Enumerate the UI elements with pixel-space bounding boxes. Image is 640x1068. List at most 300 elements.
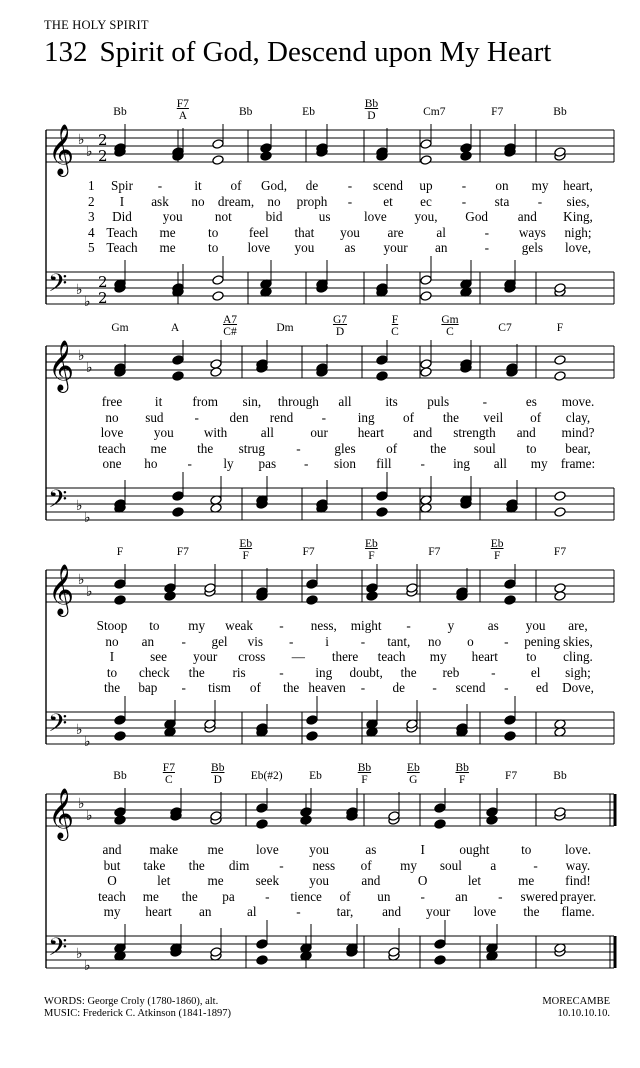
lyric-syllable: tism xyxy=(208,680,231,695)
lyric-syllable: there xyxy=(331,649,359,664)
lyric-syllable: ask xyxy=(151,193,169,209)
key-flat: ♭ xyxy=(84,958,91,974)
lyric-syllable: teach xyxy=(98,888,126,904)
lyric-syllable: es xyxy=(525,394,537,409)
lyric-syllable: skies, xyxy=(563,633,593,649)
chord-symbol xyxy=(491,538,504,562)
lyric-syllable: clay, xyxy=(565,409,591,425)
lyric-syllable: love, xyxy=(564,240,592,255)
lyric-syllable: - xyxy=(406,618,411,633)
lyric-syllable: ness, xyxy=(310,618,337,633)
lyric-syllable: I xyxy=(119,193,125,209)
treble-clef: 𝄞 xyxy=(48,564,75,615)
lyric-syllable: the xyxy=(523,904,540,919)
chord-bass: F xyxy=(459,774,466,786)
notehead xyxy=(306,595,318,606)
lyric-syllable: and xyxy=(413,425,433,440)
notehead xyxy=(256,819,268,830)
lyric-syllable: it xyxy=(194,178,202,193)
notehead xyxy=(366,591,378,602)
chord-symbol xyxy=(276,322,293,334)
notehead xyxy=(172,355,184,366)
lyric-syllable: - xyxy=(187,456,192,471)
chord-symbol xyxy=(423,106,445,118)
chord-root: Cm7 xyxy=(423,106,446,118)
chord-symbol xyxy=(239,106,252,118)
chord-bass: A xyxy=(178,110,187,122)
lyric-syllable: - xyxy=(321,409,327,425)
notehead xyxy=(554,371,566,382)
chord-symbol xyxy=(505,770,517,782)
chord-root: Bb xyxy=(238,106,253,118)
lyric-syllable: an xyxy=(198,904,212,919)
lyric-syllable: - xyxy=(504,680,509,695)
lyric-syllable: ed xyxy=(535,680,549,695)
notehead xyxy=(434,819,446,830)
chord-root: F xyxy=(116,546,124,558)
notehead xyxy=(212,139,224,150)
lyric-syllable: - xyxy=(420,456,425,471)
lyric-syllable: I xyxy=(109,649,115,664)
lyric-syllable: gles xyxy=(334,440,356,456)
chord-symbol xyxy=(211,762,224,786)
lyric-syllable: - xyxy=(537,193,543,209)
chord-root: Bb xyxy=(113,106,127,118)
chord-root: Gm xyxy=(441,314,459,326)
chord-root: Dm xyxy=(276,322,294,334)
lyric-syllable: no xyxy=(428,633,442,649)
lyric-syllable: my xyxy=(530,456,548,471)
lyric-syllable: no xyxy=(105,409,119,425)
lyric-syllable: love xyxy=(255,842,279,857)
lyric-syllable: - xyxy=(360,680,366,695)
lyric-syllable: el xyxy=(530,664,541,680)
lyric-syllable: tar, xyxy=(336,904,354,919)
notehead xyxy=(486,815,498,826)
lyric-syllable: from xyxy=(192,394,219,409)
lyric-syllable: doubt, xyxy=(349,664,383,680)
chord-symbol xyxy=(223,314,237,338)
notehead xyxy=(114,715,126,726)
chord-symbol xyxy=(365,98,378,122)
chord-root: Eb(#2) xyxy=(250,770,283,782)
lyric-syllable: ways xyxy=(518,224,546,240)
lyric-syllable: O xyxy=(417,873,428,888)
lyric-syllable: dream, xyxy=(217,193,255,209)
lyric-syllable: - xyxy=(181,680,186,695)
lyric-syllable: love xyxy=(473,904,497,919)
chord-root: F xyxy=(556,322,564,334)
lyric-syllable: - xyxy=(303,456,309,471)
notehead xyxy=(376,371,388,382)
chord-symbol xyxy=(163,762,175,786)
notehead xyxy=(164,591,176,602)
lyric-syllable: heaven xyxy=(308,680,346,695)
notehead xyxy=(504,715,516,726)
chord-root: Eb xyxy=(309,770,322,782)
lyric-syllable: cross xyxy=(238,649,266,664)
lyric-syllable: frame: xyxy=(560,456,596,471)
key-flat: ♭ xyxy=(84,734,91,750)
lyric-syllable: Stoop xyxy=(96,618,128,633)
hymn-heading xyxy=(44,36,551,69)
lyric-syllable: up xyxy=(419,178,433,193)
lyric-syllable: seek xyxy=(255,873,280,888)
lyric-syllable: soul xyxy=(439,857,462,873)
lyric-syllable: un xyxy=(377,888,391,904)
lyric-syllable: - xyxy=(181,633,186,649)
lyric-syllable: the xyxy=(197,440,214,456)
lyric-syllable: the xyxy=(283,680,300,695)
lyric-syllable: - xyxy=(360,633,366,649)
lyric-syllable: love xyxy=(247,240,271,255)
notehead xyxy=(376,507,388,518)
notehead xyxy=(554,507,566,518)
key-flat: ♭ xyxy=(86,360,93,376)
lyric-syllable: my xyxy=(103,904,121,919)
chord-symbol xyxy=(491,106,503,118)
verse-number: 5 xyxy=(88,240,95,255)
lyric-syllable: pening xyxy=(524,633,561,649)
lyric-syllable: - xyxy=(484,240,489,255)
lyric-syllable: as xyxy=(344,240,356,255)
notehead xyxy=(300,815,312,826)
lyric-syllable: prayer. xyxy=(559,888,597,904)
notehead xyxy=(504,595,516,606)
chord-symbol xyxy=(554,546,566,558)
lyric-syllable: teach xyxy=(98,440,126,456)
lyric-syllable: me xyxy=(518,873,535,888)
key-flat: ♭ xyxy=(78,132,85,148)
lyric-syllable: al xyxy=(436,224,446,240)
tune-name: MORECAMBE xyxy=(542,996,610,1007)
notehead xyxy=(504,731,516,742)
lyric-syllable: - xyxy=(157,178,163,193)
lyric-syllable: rend xyxy=(269,409,294,425)
lyric-syllable: me xyxy=(159,240,176,255)
chord-bass: D xyxy=(335,326,345,338)
lyric-syllable: pas xyxy=(258,456,277,471)
notehead xyxy=(554,355,566,366)
key-flat: ♭ xyxy=(76,722,83,738)
lyric-syllable: of xyxy=(386,440,398,456)
lyric-syllable: - xyxy=(420,888,425,904)
key-flat: ♭ xyxy=(86,584,93,600)
chord-symbol xyxy=(498,322,511,334)
key-flat: ♭ xyxy=(76,498,83,514)
chord-bass: F xyxy=(361,774,368,786)
chord-root: F7 xyxy=(428,546,441,558)
lyric-syllable: you xyxy=(153,425,174,440)
notehead xyxy=(256,939,268,950)
bass-clef: 𝄢 xyxy=(48,709,68,744)
notehead xyxy=(256,955,268,966)
lyric-syllable: sta xyxy=(494,193,510,209)
lyric-syllable: ly xyxy=(223,456,234,471)
lyric-syllable: Teach xyxy=(106,224,138,240)
lyric-syllable: de xyxy=(392,680,405,695)
lyric-syllable: the xyxy=(188,857,205,873)
lyric-syllable: my xyxy=(531,178,549,193)
chord-symbol xyxy=(113,770,126,782)
music-credit: MUSIC: Frederick C. Atkinson (1841-1897) xyxy=(44,1008,231,1019)
chord-symbol xyxy=(302,546,314,558)
lyric-syllable: your xyxy=(426,904,451,919)
lyric-syllable: sigh; xyxy=(565,664,591,680)
chord-symbol xyxy=(365,538,378,562)
lyric-syllable: make xyxy=(149,842,179,857)
lyric-syllable: let xyxy=(157,873,171,888)
lyric-syllable: Teach xyxy=(106,240,138,255)
lyric-syllable: ness xyxy=(312,857,336,873)
lyric-syllable: of xyxy=(249,680,261,695)
chord-bass: C# xyxy=(223,326,237,338)
lyric-syllable: might xyxy=(350,618,382,633)
lyric-syllable: to xyxy=(208,240,219,255)
lyric-syllable: al xyxy=(247,904,257,919)
lyric-syllable: flame. xyxy=(561,904,595,919)
chord-symbol xyxy=(117,546,123,558)
lyric-syllable: my xyxy=(188,618,206,633)
lyric-syllable: me xyxy=(207,842,224,857)
lyric-syllable: - xyxy=(491,664,496,680)
lyric-syllable: cling. xyxy=(563,649,593,664)
lyric-syllable: puls xyxy=(427,394,450,409)
lyric-syllable: o xyxy=(467,633,474,649)
lyric-syllable: ing xyxy=(357,409,375,425)
notehead xyxy=(554,591,566,602)
lyric-syllable: you xyxy=(162,209,183,224)
chord-root: Eb xyxy=(302,106,315,118)
lyric-syllable: are xyxy=(387,224,404,240)
chord-bass: C xyxy=(391,326,399,338)
chord-root: G7 xyxy=(332,314,348,326)
chord-root: Bb xyxy=(553,770,567,782)
lyric-syllable: I xyxy=(420,842,425,857)
lyric-syllable: proph xyxy=(296,193,328,209)
chord-root: Eb xyxy=(365,538,378,550)
chord-root: C7 xyxy=(498,322,512,334)
lyric-syllable: - xyxy=(482,394,487,409)
notehead xyxy=(172,491,184,502)
chord-root: F xyxy=(391,314,399,326)
lyric-syllable: reb xyxy=(442,664,460,680)
lyric-syllable: and xyxy=(517,209,537,224)
chord-symbol xyxy=(333,314,347,338)
notehead xyxy=(172,371,184,382)
lyric-syllable: us xyxy=(318,209,331,224)
lyric-syllable: - xyxy=(279,857,284,873)
chord-bass: D xyxy=(213,774,222,786)
lyric-syllable: love. xyxy=(564,842,592,857)
lyric-syllable: you, xyxy=(414,209,438,224)
notehead xyxy=(420,139,432,150)
bass-clef: 𝄢 xyxy=(48,933,68,968)
key-flat: ♭ xyxy=(76,946,83,962)
chord-root: Bb xyxy=(455,762,469,774)
notehead xyxy=(420,367,432,378)
notehead xyxy=(376,491,388,502)
chord-root: F7 xyxy=(176,98,189,110)
chord-bass: C xyxy=(165,774,173,786)
key-flat: ♭ xyxy=(78,348,85,364)
lyric-syllable: as xyxy=(365,842,377,857)
lyric-syllable: my xyxy=(400,857,417,873)
lyric-syllable: you xyxy=(525,618,546,633)
lyric-syllable: - xyxy=(347,178,353,193)
chord-symbol xyxy=(251,770,283,782)
lyric-syllable: find! xyxy=(565,873,591,888)
lyric-syllable: Did xyxy=(112,209,132,224)
hymn-title: Spirit of God, Descend upon My Heart xyxy=(99,36,552,68)
lyric-syllable: veil xyxy=(483,409,504,425)
lyric-syllable: me xyxy=(142,888,159,904)
lyric-syllable: King, xyxy=(563,209,593,224)
lyric-syllable: to xyxy=(106,664,118,680)
lyric-syllable: your xyxy=(193,649,218,664)
lyric-syllable: - xyxy=(296,440,301,456)
lyric-syllable: tant, xyxy=(387,633,411,649)
key-flat: ♭ xyxy=(86,144,93,160)
chord-symbol xyxy=(239,538,252,562)
lyric-syllable: sies, xyxy=(566,193,590,209)
lyric-syllable: my xyxy=(429,649,447,664)
lyric-syllable: - xyxy=(533,857,538,873)
chord-root: F7 xyxy=(505,770,518,782)
time-signature-bottom: 2 xyxy=(98,289,108,307)
notehead xyxy=(306,715,318,726)
lyric-syllable: - xyxy=(498,888,503,904)
lyric-syllable: ought xyxy=(459,842,490,857)
lyric-syllable: of xyxy=(530,409,542,425)
lyric-syllable: it xyxy=(154,394,163,409)
chord-bass: F xyxy=(368,550,375,562)
chord-root: Eb xyxy=(490,538,504,550)
lyric-syllable: one xyxy=(102,456,122,471)
notehead xyxy=(420,155,432,166)
lyric-syllable: O xyxy=(107,873,117,888)
lyric-syllable: an xyxy=(455,888,468,904)
lyric-syllable: see xyxy=(150,649,168,664)
bass-clef: 𝄢 xyxy=(48,269,68,304)
notehead xyxy=(212,155,224,166)
chord-symbol xyxy=(557,322,563,334)
lyric-syllable: all xyxy=(260,425,274,440)
lyric-syllable: let xyxy=(467,873,482,888)
lyric-syllable: that xyxy=(294,224,315,240)
chord-root: Bb xyxy=(113,770,127,782)
lyric-syllable: nigh; xyxy=(564,224,592,240)
lyric-syllable: with xyxy=(203,425,228,440)
lyric-syllable: no xyxy=(105,633,119,649)
lyric-syllable: - xyxy=(296,904,301,919)
lyric-syllable: teach xyxy=(377,649,406,664)
lyric-syllable: - xyxy=(347,193,353,209)
lyric-syllable: i xyxy=(325,633,329,649)
lyric-syllable: fill xyxy=(376,456,392,471)
key-flat: ♭ xyxy=(76,282,83,298)
chord-root: A7 xyxy=(222,314,238,326)
key-flat: ♭ xyxy=(84,510,91,526)
treble-clef: 𝄞 xyxy=(48,788,75,839)
lyric-syllable: all xyxy=(338,394,352,409)
verse-number: 4 xyxy=(88,224,95,240)
lyric-syllable: bid xyxy=(265,209,283,224)
lyric-syllable: me xyxy=(159,224,176,240)
lyric-syllable: - xyxy=(279,664,284,680)
lyric-syllable: ris xyxy=(232,664,246,680)
lyric-syllable: to xyxy=(149,618,160,633)
chord-symbol xyxy=(441,314,458,338)
key-flat: ♭ xyxy=(78,572,85,588)
lyric-syllable: bap xyxy=(138,680,158,695)
key-flat: ♭ xyxy=(78,796,85,812)
lyric-syllable: swered xyxy=(520,888,558,904)
lyric-syllable: all xyxy=(493,456,507,471)
lyric-syllable: an xyxy=(434,240,448,255)
lyric-syllable: move. xyxy=(561,394,595,409)
chord-root: F7 xyxy=(553,546,567,558)
chord-symbol xyxy=(111,322,128,334)
chord-symbol xyxy=(171,322,179,334)
lyric-syllable: the xyxy=(188,664,205,680)
chord-root: Bb xyxy=(211,762,225,774)
lyric-syllable: a xyxy=(490,857,497,873)
lyric-syllable: the xyxy=(442,409,459,425)
notehead xyxy=(210,367,222,378)
lyric-syllable: are, xyxy=(568,618,588,633)
notehead xyxy=(114,815,126,826)
lyric-syllable: - xyxy=(432,680,437,695)
notehead xyxy=(212,275,224,286)
chord-root: Bb xyxy=(357,762,372,774)
chord-symbol xyxy=(113,106,126,118)
chord-symbol xyxy=(358,762,371,786)
notehead xyxy=(460,151,472,162)
notehead xyxy=(114,579,126,590)
lyric-syllable: love xyxy=(100,425,124,440)
lyric-syllable: sion xyxy=(334,456,356,471)
lyric-syllable: and xyxy=(361,873,381,888)
time-signature-top: 2 xyxy=(98,131,108,149)
chord-bass: G xyxy=(409,774,418,786)
chord-symbol xyxy=(428,546,440,558)
lyric-syllable: mind? xyxy=(561,425,595,440)
lyric-syllable: you xyxy=(309,873,329,888)
notehead xyxy=(420,275,432,286)
lyric-syllable: - xyxy=(461,178,467,193)
lyric-syllable: take xyxy=(143,857,166,873)
lyric-syllable: you xyxy=(309,842,329,857)
lyric-syllable: sud xyxy=(145,409,164,425)
lyric-syllable: but xyxy=(103,857,121,873)
lyric-syllable: love xyxy=(363,209,387,224)
chord-bass: F xyxy=(242,550,249,562)
lyric-syllable: the xyxy=(181,888,198,904)
lyric-syllable: vis xyxy=(247,633,264,649)
lyric-syllable: way. xyxy=(565,857,591,873)
notehead xyxy=(114,731,126,742)
lyric-syllable: gels xyxy=(521,240,544,255)
lyric-syllable: of xyxy=(403,409,415,425)
lyric-syllable: no xyxy=(267,193,281,209)
words-credit: WORDS: George Croly (1780-1860), alt. xyxy=(44,996,219,1007)
chord-root: Gm xyxy=(111,322,129,334)
lyric-syllable: you xyxy=(294,240,315,255)
lyric-syllable: ing xyxy=(315,664,333,680)
lyric-syllable: the xyxy=(400,664,417,680)
lyric-syllable: no xyxy=(191,193,205,209)
